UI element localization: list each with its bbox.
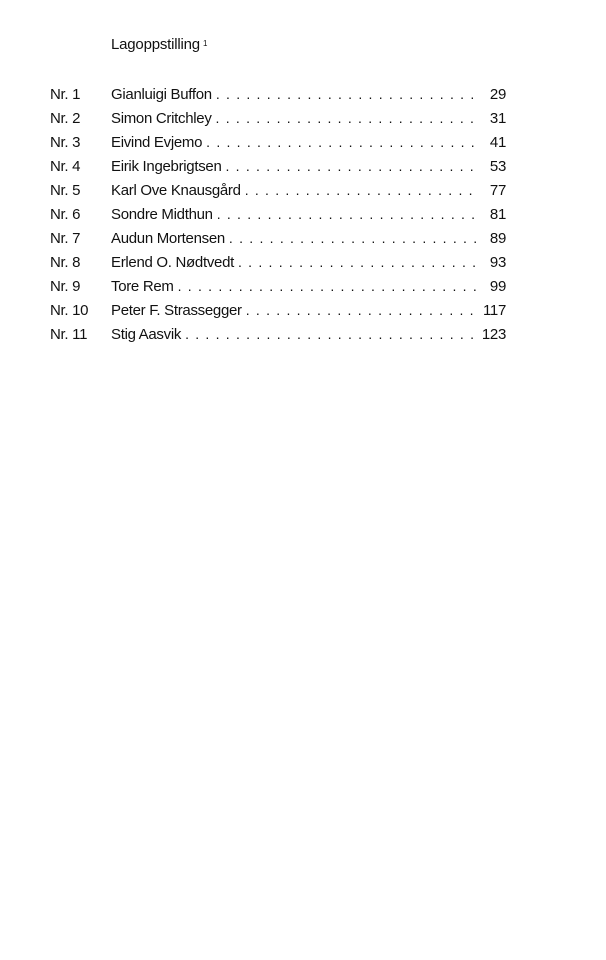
dot-leader bbox=[245, 180, 478, 200]
entry-page: 41 bbox=[489, 134, 506, 151]
dot-leader bbox=[206, 132, 478, 152]
entry-number: Nr. 8 bbox=[50, 254, 81, 271]
entry-page: 89 bbox=[489, 230, 506, 247]
toc-entry bbox=[50, 276, 506, 300]
entry-number: Nr. 3 bbox=[50, 134, 81, 151]
entry-number: Nr. 5 bbox=[50, 182, 81, 199]
entry-page: 93 bbox=[489, 254, 506, 271]
toc-entry bbox=[50, 156, 506, 180]
entry-name: Peter F. Strassegger bbox=[111, 302, 242, 319]
dot-leader bbox=[216, 108, 478, 128]
entry-name: Stig Aasvik bbox=[111, 326, 182, 343]
footnote-marker: 1 bbox=[202, 39, 208, 48]
heading-title: Lagoppstilling bbox=[111, 36, 200, 53]
dot-leader bbox=[246, 300, 478, 320]
contents-heading bbox=[111, 36, 207, 53]
entry-number: Nr. 10 bbox=[50, 302, 89, 319]
toc-entry bbox=[50, 228, 506, 252]
toc-entry bbox=[50, 108, 506, 132]
toc-entry bbox=[50, 324, 506, 348]
entry-number: Nr. 6 bbox=[50, 206, 81, 223]
toc-entry bbox=[50, 132, 506, 156]
entry-name: Eivind Evjemo bbox=[111, 134, 203, 151]
entry-number: Nr. 9 bbox=[50, 278, 81, 295]
entry-page: 117 bbox=[482, 302, 506, 319]
entry-page: 77 bbox=[489, 182, 506, 199]
dot-leader bbox=[217, 204, 478, 224]
entry-page: 123 bbox=[481, 326, 506, 343]
dot-leader bbox=[185, 324, 478, 344]
table-of-contents bbox=[50, 84, 506, 348]
dot-leader bbox=[226, 156, 479, 176]
entry-name: Tore Rem bbox=[111, 278, 174, 295]
dot-leader bbox=[229, 228, 478, 248]
dot-leader bbox=[238, 252, 478, 272]
entry-page: 53 bbox=[489, 158, 506, 175]
entry-page: 31 bbox=[489, 110, 506, 127]
entry-page: 29 bbox=[489, 86, 506, 103]
entry-name: Simon Critchley bbox=[111, 110, 212, 127]
entry-name: Eirik Ingebrigtsen bbox=[111, 158, 222, 175]
entry-page: 99 bbox=[489, 278, 506, 295]
entry-number: Nr. 2 bbox=[50, 110, 81, 127]
entry-number: Nr. 1 bbox=[50, 86, 81, 103]
entry-number: Nr. 11 bbox=[50, 326, 88, 343]
dot-leader bbox=[178, 276, 478, 296]
entry-name: Sondre Midthun bbox=[111, 206, 213, 223]
entry-name: Audun Mortensen bbox=[111, 230, 225, 247]
toc-entry bbox=[50, 84, 506, 108]
entry-number: Nr. 7 bbox=[50, 230, 81, 247]
entry-name: Erlend O. Nødtvedt bbox=[111, 254, 234, 271]
toc-entry bbox=[50, 204, 506, 228]
entry-number: Nr. 4 bbox=[50, 158, 81, 175]
toc-entry bbox=[50, 180, 506, 204]
entry-page: 81 bbox=[489, 206, 506, 223]
dot-leader bbox=[216, 84, 478, 104]
toc-entry bbox=[50, 252, 506, 276]
entry-name: Gianluigi Buffon bbox=[111, 86, 212, 103]
entry-name: Karl Ove Knausgård bbox=[111, 182, 241, 199]
toc-entry bbox=[50, 300, 506, 324]
